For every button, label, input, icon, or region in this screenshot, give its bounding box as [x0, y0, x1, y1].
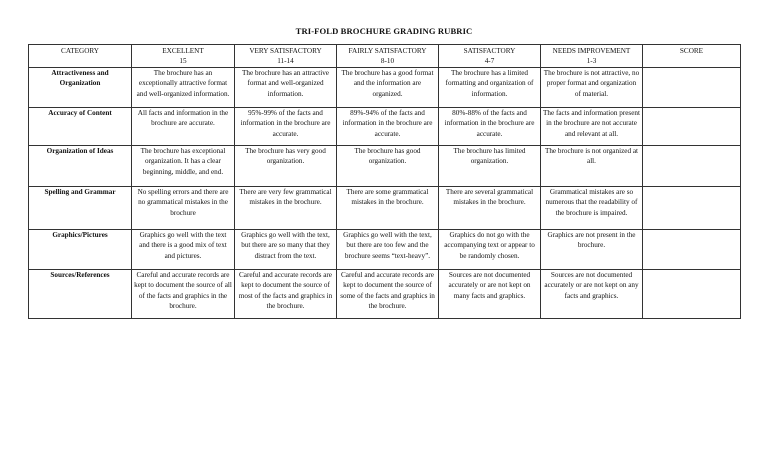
criteria-cell-satisfactory: There are several grammatical mistakes in the brochure.	[439, 186, 541, 229]
rubric-row-sources	[29, 269, 741, 318]
criteria-cell-very-satisfactory: The brochure has very good organization.	[235, 145, 337, 186]
score-cell[interactable]	[643, 107, 741, 145]
header-points: 15	[179, 57, 187, 66]
criteria-cell-very-satisfactory: 95%-99% of the facts and information in the brochure are accurate.	[235, 107, 337, 145]
header-label: NEEDS IMPROVEMENT	[552, 47, 631, 55]
score-cell[interactable]	[643, 269, 741, 318]
rubric-row-organization-of-ideas	[29, 145, 741, 186]
header-label: EXCELLENT	[162, 47, 204, 55]
rubric-row-attractiveness	[29, 67, 741, 107]
header-label: CATEGORY	[61, 47, 99, 55]
rubric-row-graphics	[29, 229, 741, 269]
category-cell: Organization of Ideas	[29, 145, 132, 186]
category-cell: Sources/References	[29, 269, 132, 318]
criteria-cell-satisfactory: Sources are not documented accurately or are not kept on many facts and graphics.	[439, 269, 541, 318]
header-needs-improvement	[541, 45, 643, 68]
criteria-cell-fairly-satisfactory: Careful and accurate records are kept to document the source of some of the facts and graphics in the brochure.	[337, 269, 439, 318]
criteria-cell-satisfactory: The brochure has a limited formatting and organization of information.	[439, 67, 541, 107]
criteria-cell-fairly-satisfactory: The brochure has a good format and the information are organized.	[337, 67, 439, 107]
criteria-cell-fairly-satisfactory: There are some grammatical mistakes in the brochure.	[337, 186, 439, 229]
header-fairly-satisfactory	[337, 45, 439, 68]
criteria-cell-satisfactory: Graphics do not go with the accompanying text or appear to be randomly chosen.	[439, 229, 541, 269]
criteria-cell-fairly-satisfactory: The brochure has good organization.	[337, 145, 439, 186]
criteria-cell-satisfactory: The brochure has limited organization.	[439, 145, 541, 186]
grading-rubric-table	[28, 44, 741, 319]
header-label: SCORE	[679, 47, 704, 55]
criteria-cell-needs-improvement: Sources are not documented accurately or are not kept on any facts and graphics.	[541, 269, 643, 318]
criteria-cell-very-satisfactory: Graphics go well with the text, but there are so many that they distract from the text.	[235, 229, 337, 269]
header-points: 11-14	[277, 57, 294, 66]
criteria-cell-very-satisfactory: The brochure has an attractive format and well-organized information.	[235, 67, 337, 107]
criteria-cell-needs-improvement: The brochure is not attractive, no proper format and organization of material.	[541, 67, 643, 107]
criteria-cell-needs-improvement: The brochure is not organized at all.	[541, 145, 643, 186]
score-cell[interactable]	[643, 67, 741, 107]
header-points: 8-10	[380, 57, 395, 66]
criteria-cell-needs-improvement: The facts and information present in the brochure are not accurate and relevant at all.	[541, 107, 643, 145]
category-cell: Graphics/Pictures	[29, 229, 132, 269]
category-cell: Spelling and Grammar	[29, 186, 132, 229]
header-points: 1-3	[586, 57, 597, 66]
header-label: VERY SATISFACTORY	[249, 47, 322, 55]
header-row	[29, 45, 741, 68]
header-category	[29, 45, 132, 68]
criteria-cell-very-satisfactory: There are very few grammatical mistakes in the brochure.	[235, 186, 337, 229]
criteria-cell-excellent: No spelling errors and there are no grammatical mistakes in the brochure	[132, 186, 235, 229]
criteria-cell-satisfactory: 80%-88% of the facts and information in the brochure are accurate.	[439, 107, 541, 145]
criteria-cell-excellent: All facts and information in the brochure are accurate.	[132, 107, 235, 145]
criteria-cell-fairly-satisfactory: 89%-94% of the facts and information in the brochure are accurate.	[337, 107, 439, 145]
rubric-row-accuracy	[29, 107, 741, 145]
criteria-cell-very-satisfactory: Careful and accurate records are kept to document the source of most of the facts and graphics in the brochure.	[235, 269, 337, 318]
header-label: FAIRLY SATISFACTORY	[348, 47, 427, 55]
header-points: 4-7	[484, 57, 495, 66]
header-very-satisfactory	[235, 45, 337, 68]
criteria-cell-excellent: Careful and accurate records are kept to document the source of all of the facts and graphics in the brochure.	[132, 269, 235, 318]
criteria-cell-excellent: The brochure has exceptional organization. It has a clear beginning, middle, and end.	[132, 145, 235, 186]
criteria-cell-needs-improvement: Graphics are not present in the brochure.	[541, 229, 643, 269]
header-excellent	[132, 45, 235, 68]
score-cell[interactable]	[643, 229, 741, 269]
category-cell: Accuracy of Content	[29, 107, 132, 145]
rubric-row-spelling-grammar	[29, 186, 741, 229]
criteria-cell-excellent: Graphics go well with the text and there is a good mix of text and pictures.	[132, 229, 235, 269]
criteria-cell-needs-improvement: Grammatical mistakes are so numerous that the readability of the brochure is impaired.	[541, 186, 643, 229]
criteria-cell-fairly-satisfactory: Graphics go well with the text, but there are too few and the brochure seems “text-heavy”.	[337, 229, 439, 269]
criteria-cell-excellent: The brochure has an exceptionally attractive format and well-organized information.	[132, 67, 235, 107]
score-cell[interactable]	[643, 145, 741, 186]
rubric-title: TRI-FOLD BROCHURE GRADING RUBRIC	[295, 26, 473, 36]
category-cell: Attractiveness and Organization	[29, 67, 132, 107]
header-satisfactory	[439, 45, 541, 68]
header-label: SATISFACTORY	[463, 47, 516, 55]
score-cell[interactable]	[643, 186, 741, 229]
header-score	[643, 45, 741, 68]
